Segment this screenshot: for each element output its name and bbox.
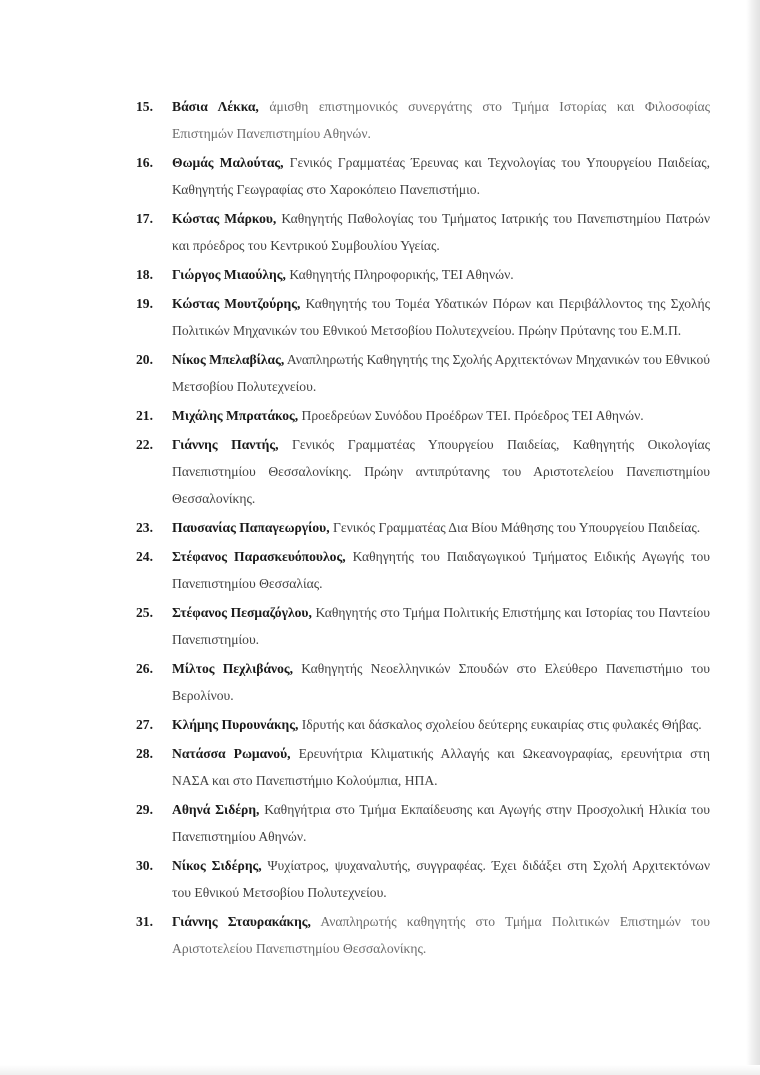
person-description: άμισθη επιστημονικός συνεργάτης στο Τμήμα Ιστορίας και Φιλοσοφίας Επιστημών Πανεπιστημίου Αθηνών. — [172, 99, 710, 141]
item-body — [172, 852, 710, 906]
list-item — [136, 740, 710, 794]
person-description: Γενικός Γραμματέας Υπουργείου Παιδείας, Καθηγητής Οικολογίας Πανεπιστημίου Θεσσαλονίκης. Πρώην αντιπρύτανης του Αριστοτελείου Πανεπιστημίου Θεσσαλονίκης. — [172, 437, 710, 506]
item-body — [172, 431, 710, 512]
item-body — [172, 740, 710, 794]
person-name: Στέφανος Πεσμαζόγλου, — [172, 605, 312, 620]
item-body — [172, 711, 710, 738]
item-body — [172, 514, 710, 541]
list-item — [136, 431, 710, 512]
item-body — [172, 796, 710, 850]
person-name: Θωμάς Μαλούτας, — [172, 155, 284, 170]
person-name: Γιάννης Σταυρακάκης, — [172, 914, 311, 929]
item-number: 26. — [136, 661, 153, 676]
person-description: Καθηγητής Νεοελληνικών Σπουδών στο Ελεύθερο Πανεπιστήμιο του Βερολίνου. — [172, 661, 710, 703]
person-description: Προεδρεύων Συνόδου Προέδρων ΤΕΙ. Πρόεδρος ΤΕΙ Αθηνών. — [298, 408, 644, 423]
page-bottom-shadow — [0, 1065, 760, 1075]
person-name: Παυσανίας Παπαγεωργίου, — [172, 520, 330, 535]
list-item — [136, 290, 710, 344]
item-body — [172, 346, 710, 400]
item-body — [172, 93, 710, 147]
page-edge-shadow — [746, 0, 760, 1075]
person-description: Καθηγητής του Τομέα Υδατικών Πόρων και Περιβάλλοντος της Σχολής Πολιτικών Μηχανικών του Εθνικού Μετσοβίου Πολυτεχνείου. Πρώην Πρύτανης του Ε.Μ.Π. — [172, 296, 710, 338]
item-body — [172, 290, 710, 344]
person-name: Γιώργος Μιαούλης, — [172, 267, 286, 282]
item-body — [172, 543, 710, 597]
list-item — [136, 711, 710, 738]
item-number: 31. — [136, 914, 153, 929]
item-number: 27. — [136, 717, 153, 732]
item-number: 20. — [136, 352, 153, 367]
list-item — [136, 514, 710, 541]
person-description: Καθηγητής στο Τμήμα Πολιτικής Επιστήμης και Ιστορίας του Παντείου Πανεπιστημίου. — [172, 605, 710, 647]
person-description: Ερευνήτρια Κλιματικής Αλλαγής και Ωκεανογραφίας, ερευνήτρια στη ΝΑΣΑ και στο Πανεπιστήμιο Κολούμπια, ΗΠΑ. — [172, 746, 711, 788]
person-description: Ιδρυτής και δάσκαλος σχολείου δεύτερης ευκαιρίας στις φυλακές Θήβας. — [298, 717, 702, 732]
item-number: 21. — [136, 408, 153, 423]
item-body — [172, 599, 710, 653]
person-name: Κώστας Μουτζούρης, — [172, 296, 301, 311]
item-number: 22. — [136, 437, 153, 452]
list-item — [136, 908, 710, 962]
item-body — [172, 261, 710, 288]
list-item — [136, 261, 710, 288]
item-number: 18. — [136, 267, 153, 282]
item-body — [172, 205, 710, 259]
person-name: Αθηνά Σιδέρη, — [172, 802, 260, 817]
person-name: Νίκος Μπελαβίλας, — [172, 352, 285, 367]
item-body — [172, 402, 710, 429]
item-number: 23. — [136, 520, 153, 535]
person-name: Νατάσσα Ρωμανού, — [172, 746, 291, 761]
list-item — [136, 402, 710, 429]
person-description: Ψυχίατρος, ψυχαναλυτής, συγγραφέας. Έχει διδάξει στη Σχολή Αρχιτεκτόνων του Εθνικού Μετσοβίου Πολυτεχνείου. — [172, 858, 710, 900]
item-number: 17. — [136, 211, 153, 226]
item-number: 19. — [136, 296, 153, 311]
item-number: 25. — [136, 605, 153, 620]
person-name: Κλήμης Πυρουνάκης, — [172, 717, 299, 732]
person-name: Μιχάλης Μπρατάκος, — [172, 408, 299, 423]
person-description: Γενικός Γραμματέας Έρευνας και Τεχνολογίας του Υπουργείου Παιδείας, Καθηγητής Γεωγραφίας στο Χαροκόπειο Πανεπιστήμιο. — [172, 155, 710, 197]
person-name: Νίκος Σιδέρης, — [172, 858, 262, 873]
item-number: 28. — [136, 746, 153, 761]
person-name: Γιάννης Παντής, — [172, 437, 279, 452]
member-list — [136, 93, 710, 964]
list-item — [136, 655, 710, 709]
item-number: 30. — [136, 858, 153, 873]
person-name: Βάσια Λέκκα, — [172, 99, 259, 114]
list-item — [136, 205, 710, 259]
list-item — [136, 543, 710, 597]
person-description: Γενικός Γραμματέας Δια Βίου Μάθησης του Υπουργείου Παιδείας. — [329, 520, 701, 535]
list-item — [136, 852, 710, 906]
person-description: Αναπληρωτής Καθηγητής της Σχολής Αρχιτεκτόνων Μηχανικών του Εθνικού Μετσοβίου Πολυτεχνείου. — [172, 352, 710, 394]
item-number: 15. — [136, 99, 153, 114]
list-item — [136, 346, 710, 400]
person-name: Κώστας Μάρκου, — [172, 211, 277, 226]
item-number: 24. — [136, 549, 153, 564]
list-item — [136, 149, 710, 203]
person-name: Μίλτος Πεχλιβάνος, — [172, 661, 294, 676]
person-name: Στέφανος Παρασκευόπουλος, — [172, 549, 346, 564]
person-description: Καθηγητής Πληροφορικής, ΤΕΙ Αθηνών. — [285, 267, 514, 282]
list-item — [136, 599, 710, 653]
list-item — [136, 796, 710, 850]
item-body — [172, 908, 710, 962]
item-body — [172, 149, 710, 203]
item-number: 16. — [136, 155, 153, 170]
item-body — [172, 655, 710, 709]
item-number: 29. — [136, 802, 153, 817]
person-description: Αναπληρωτής καθηγητής στο Τμήμα Πολιτικών Επιστημών του Αριστοτελείου Πανεπιστημίου Θεσσαλονίκης. — [172, 914, 710, 956]
person-description: Καθηγητής Παθολογίας του Τμήματος Ιατρικής του Πανεπιστημίου Πατρών και πρόεδρος του Κεντρικού Συμβουλίου Υγείας. — [172, 211, 710, 253]
person-description: Καθηγητής του Παιδαγωγικού Τμήματος Ειδικής Αγωγής του Πανεπιστημίου Θεσσαλίας. — [172, 549, 710, 591]
person-description: Καθηγήτρια στο Τμήμα Εκπαίδευσης και Αγωγής στην Προσχολική Ηλικία του Πανεπιστημίου Αθηνών. — [172, 802, 710, 844]
list-item — [136, 93, 710, 147]
